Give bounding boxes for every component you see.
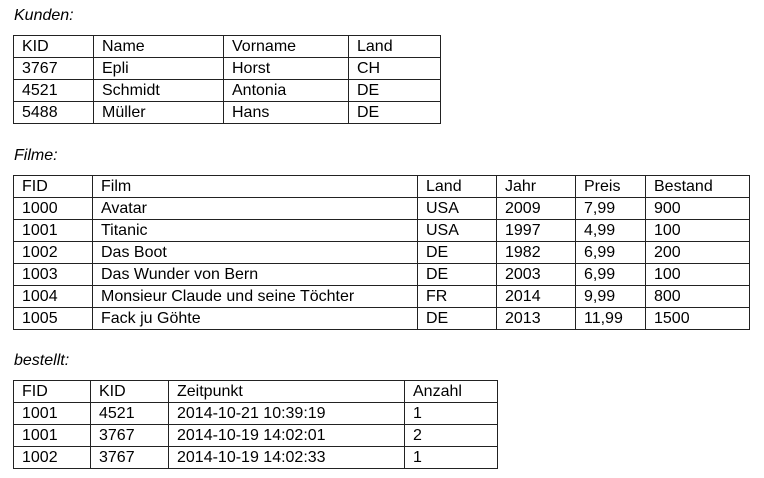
filme-cell: Das Boot bbox=[93, 242, 418, 264]
bestellt-header-row bbox=[14, 381, 498, 403]
bestellt-column-header: KID bbox=[91, 381, 169, 403]
kunden-column-header: Vorname bbox=[224, 36, 349, 58]
filme-cell: 2014 bbox=[497, 286, 576, 308]
bestellt-cell: 1 bbox=[405, 403, 498, 425]
filme-cell: 2003 bbox=[497, 264, 576, 286]
kunden-cell: Antonia bbox=[224, 80, 349, 102]
filme-header-row bbox=[14, 176, 750, 198]
kunden-cell: 4521 bbox=[14, 80, 94, 102]
filme-cell: 100 bbox=[646, 220, 750, 242]
filme-cell: 1005 bbox=[14, 308, 93, 330]
filme-cell: 11,99 bbox=[576, 308, 646, 330]
table-row bbox=[14, 58, 441, 80]
filme-cell: 4,99 bbox=[576, 220, 646, 242]
kunden-table bbox=[13, 35, 441, 124]
table-row bbox=[14, 286, 750, 308]
filme-cell: 6,99 bbox=[576, 264, 646, 286]
table-row bbox=[14, 425, 498, 447]
filme-cell: 9,99 bbox=[576, 286, 646, 308]
bestellt-cell: 2014-10-19 14:02:01 bbox=[169, 425, 405, 447]
filme-cell: USA bbox=[418, 220, 497, 242]
filme-table-body bbox=[14, 176, 750, 330]
filme-caption: Filme: bbox=[14, 147, 58, 164]
bestellt-cell: 1002 bbox=[14, 447, 91, 469]
bestellt-caption: bestellt: bbox=[14, 352, 70, 369]
kunden-column-header: KID bbox=[14, 36, 94, 58]
filme-cell: 1004 bbox=[14, 286, 93, 308]
filme-column-header: Bestand bbox=[646, 176, 750, 198]
bestellt-column-header: FID bbox=[14, 381, 91, 403]
filme-cell: 100 bbox=[646, 264, 750, 286]
bestellt-column-header: Zeitpunkt bbox=[169, 381, 405, 403]
bestellt-column-header: Anzahl bbox=[405, 381, 498, 403]
kunden-cell: Epli bbox=[94, 58, 224, 80]
bestellt-table bbox=[13, 380, 498, 469]
filme-column-header: Jahr bbox=[497, 176, 576, 198]
kunden-cell: 5488 bbox=[14, 102, 94, 124]
kunden-cell: Schmidt bbox=[94, 80, 224, 102]
filme-cell: Titanic bbox=[93, 220, 418, 242]
table-row bbox=[14, 198, 750, 220]
table-row bbox=[14, 308, 750, 330]
filme-cell: 7,99 bbox=[576, 198, 646, 220]
filme-cell: 1001 bbox=[14, 220, 93, 242]
kunden-cell: DE bbox=[349, 102, 441, 124]
bestellt-cell: 2014-10-19 14:02:33 bbox=[169, 447, 405, 469]
table-row bbox=[14, 80, 441, 102]
filme-cell: 2013 bbox=[497, 308, 576, 330]
filme-cell: Das Wunder von Bern bbox=[93, 264, 418, 286]
bestellt-cell: 4521 bbox=[91, 403, 169, 425]
filme-cell: 800 bbox=[646, 286, 750, 308]
filme-cell: USA bbox=[418, 198, 497, 220]
bestellt-table-body bbox=[14, 381, 498, 469]
table-row bbox=[14, 102, 441, 124]
kunden-cell: CH bbox=[349, 58, 441, 80]
filme-column-header: Preis bbox=[576, 176, 646, 198]
kunden-column-header: Name bbox=[94, 36, 224, 58]
kunden-table-body bbox=[14, 36, 441, 124]
kunden-column-header: Land bbox=[349, 36, 441, 58]
filme-cell: 1982 bbox=[497, 242, 576, 264]
kunden-cell: 3767 bbox=[14, 58, 94, 80]
bestellt-cell: 1001 bbox=[14, 425, 91, 447]
kunden-cell: Müller bbox=[94, 102, 224, 124]
kunden-cell: Horst bbox=[224, 58, 349, 80]
table-row bbox=[14, 264, 750, 286]
kunden-cell: Hans bbox=[224, 102, 349, 124]
filme-cell: 1003 bbox=[14, 264, 93, 286]
bestellt-cell: 2014-10-21 10:39:19 bbox=[169, 403, 405, 425]
filme-cell: 1500 bbox=[646, 308, 750, 330]
filme-cell: Avatar bbox=[93, 198, 418, 220]
table-row bbox=[14, 403, 498, 425]
bestellt-cell: 1001 bbox=[14, 403, 91, 425]
table-row bbox=[14, 220, 750, 242]
filme-cell: DE bbox=[418, 308, 497, 330]
filme-cell: 900 bbox=[646, 198, 750, 220]
kunden-header-row bbox=[14, 36, 441, 58]
table-row bbox=[14, 447, 498, 469]
filme-cell: 1997 bbox=[497, 220, 576, 242]
bestellt-cell: 2 bbox=[405, 425, 498, 447]
filme-column-header: Film bbox=[93, 176, 418, 198]
filme-table bbox=[13, 175, 750, 330]
filme-cell: Monsieur Claude und seine Töchter bbox=[93, 286, 418, 308]
filme-cell: FR bbox=[418, 286, 497, 308]
filme-column-header: FID bbox=[14, 176, 93, 198]
filme-cell: 2009 bbox=[497, 198, 576, 220]
kunden-caption: Kunden: bbox=[14, 7, 74, 24]
filme-cell: DE bbox=[418, 242, 497, 264]
table-row bbox=[14, 242, 750, 264]
bestellt-cell: 1 bbox=[405, 447, 498, 469]
bestellt-cell: 3767 bbox=[91, 447, 169, 469]
filme-cell: DE bbox=[418, 264, 497, 286]
filme-cell: 6,99 bbox=[576, 242, 646, 264]
bestellt-cell: 3767 bbox=[91, 425, 169, 447]
filme-cell: 1002 bbox=[14, 242, 93, 264]
filme-cell: 200 bbox=[646, 242, 750, 264]
filme-cell: Fack ju Göhte bbox=[93, 308, 418, 330]
filme-cell: 1000 bbox=[14, 198, 93, 220]
filme-column-header: Land bbox=[418, 176, 497, 198]
kunden-cell: DE bbox=[349, 80, 441, 102]
